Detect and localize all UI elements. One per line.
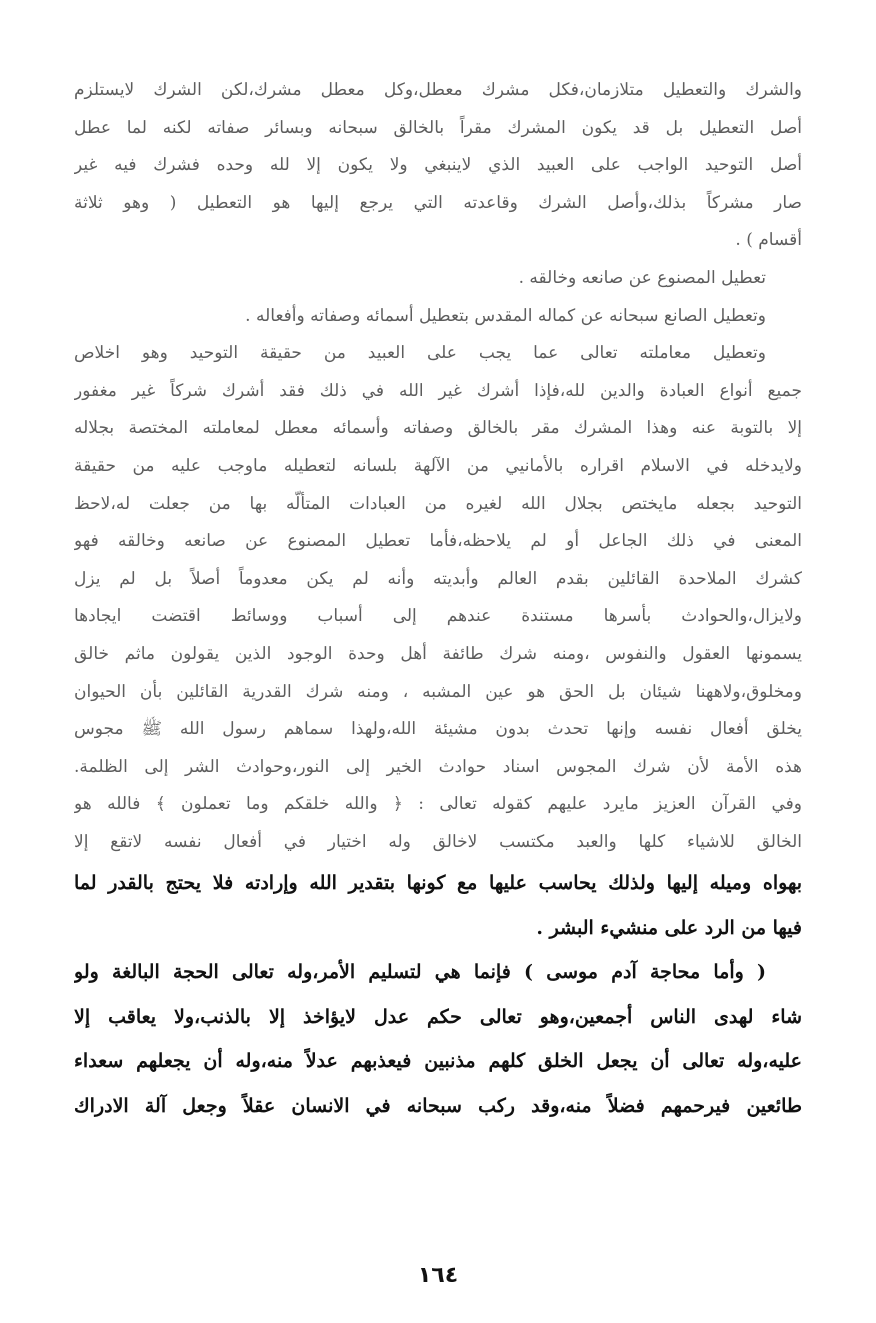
text-line: وفي القرآن العزيز مايرد عليهم كقوله تعالى : ﴿ والله خلقكم وما تعملون ﴾ فالله هو: [74, 794, 802, 815]
text-line: إلا بالتوبة عنه وهذا المشرك مقر بالخالق وصفاته وأسمائه معطل لمعاملته المختصة بجلاله: [74, 418, 802, 439]
text-line: أقسام ) .: [735, 230, 802, 251]
text-line: جميع أنواع العبادة والدين لله،فإذا أشرك غير الله في ذلك فقد أشرك شركاً غير مغفور: [74, 380, 802, 401]
text-line: التوحيد بجعله مايختص بجلال الله لغيره من العبادات المتألّه بها من جعلت له،لاحظ: [74, 493, 802, 514]
text-line: كشرك الملاحدة القائلين بقدم العالم وأبديته وأنه لم يكن معدوماً أصلاً بل لم يزل: [74, 568, 802, 589]
text-line: هذه الأمة لأن شرك المجوس اسناد حوادث الخير إلى النور،وحوادث الشر إلى الظلمة.: [74, 756, 802, 777]
text-line: فيها من الرد على منشيء البشر .: [536, 916, 802, 939]
text-line: المعنى في ذلك الجاعل أو لم يلاحظه،فأما تعطيل المصنوع عن صانعه وخالقه فهو: [74, 531, 802, 552]
text-line: عليه،وله تعالى أن يجعل الخلق كلهم مذنبين فيعذبهم عدلاً منه،وله أن يجعلهم سعداء: [74, 1050, 802, 1073]
text-line: أصل التعطيل بل قد يكون المشرك مقراً بالخالق سبحانه وبسائر صفاته لكنه لما عطل: [74, 117, 802, 138]
text-line: ومخلوق،ولاههنا شيئان بل الحق هو عين المشبه ، ومنه شرك القدرية القائلين بأن الحيوان: [74, 681, 802, 702]
body-text: [74, 72, 802, 1128]
text-line: وتعطيل الصانع سبحانه عن كماله المقدس بتعطيل أسمائه وصفاته وأفعاله .: [245, 305, 766, 326]
text-line: الخالق للاشياء كلها والعبد مكتسب لاخالق وله اختيار في أفعال نفسه لاتقع إلا: [74, 831, 802, 852]
text-line: ولايدخله في الاسلام اقراره بالأمانيي من الآلهة بلسانه لتعطيله ماوجب عليه من حقيقة: [74, 455, 802, 476]
text-line: يخلق أفعال نفسه وإنها تحدث بدون مشيئة الله،ولهذا سماهم رسول الله ﷺ مجوس: [74, 719, 802, 740]
text-line: شاء لهدى الناس أجمعين،وهو تعالى حكم عدل لايؤاخذ إلا بالذنب،ولا يعاقب إلا: [74, 1005, 802, 1028]
text-line: بهواه وميله إليها ولذلك يحاسب عليها مع كونها بتقدير الله وإرادته فلا يحتج بالقدر لما: [74, 872, 802, 895]
page-number: ١٦٤: [417, 1263, 459, 1288]
text-line: تعطيل المصنوع عن صانعه وخالقه .: [518, 267, 766, 288]
text-line: يسمونها العقول والنفوس ،ومنه شرك طائفة أهل وحدة الوجود الذين يقولون ماثم خالق: [74, 643, 802, 664]
text-line: ولايزال،والحوادث بأسرها مستندة عندهم إلى أسباب ووسائط اقتضت ايجادها: [74, 606, 802, 627]
text-line: طائعين فيرحمهم فضلاً منه،وقد ركب سبحانه في الانسان عقلاً وجعل آلة الادراك: [74, 1094, 802, 1117]
text-line: وتعطيل معاملته تعالى عما يجب على العبيد من حقيقة التوحيد وهو اخلاص: [74, 343, 766, 364]
text-line: صار مشركاً بذلك،وأصل الشرك وقاعدته التي يرجع إليها هو التعطيل ( وهو ثلاثة: [74, 192, 802, 213]
text-line: أصل التوحيد الواجب على العبيد الذي لاينبغي ولا يكون إلا لله وحده فشرك فيه غير: [74, 155, 802, 176]
text-line: ( وأما محاجة آدم موسى ) فإنما هي لتسليم الأمر،وله تعالى الحجة البالغة ولو: [74, 961, 766, 984]
text-line: والشرك والتعطيل متلازمان،فكل مشرك معطل،وكل معطل مشرك،لكن الشرك لايستلزم: [74, 80, 802, 100]
